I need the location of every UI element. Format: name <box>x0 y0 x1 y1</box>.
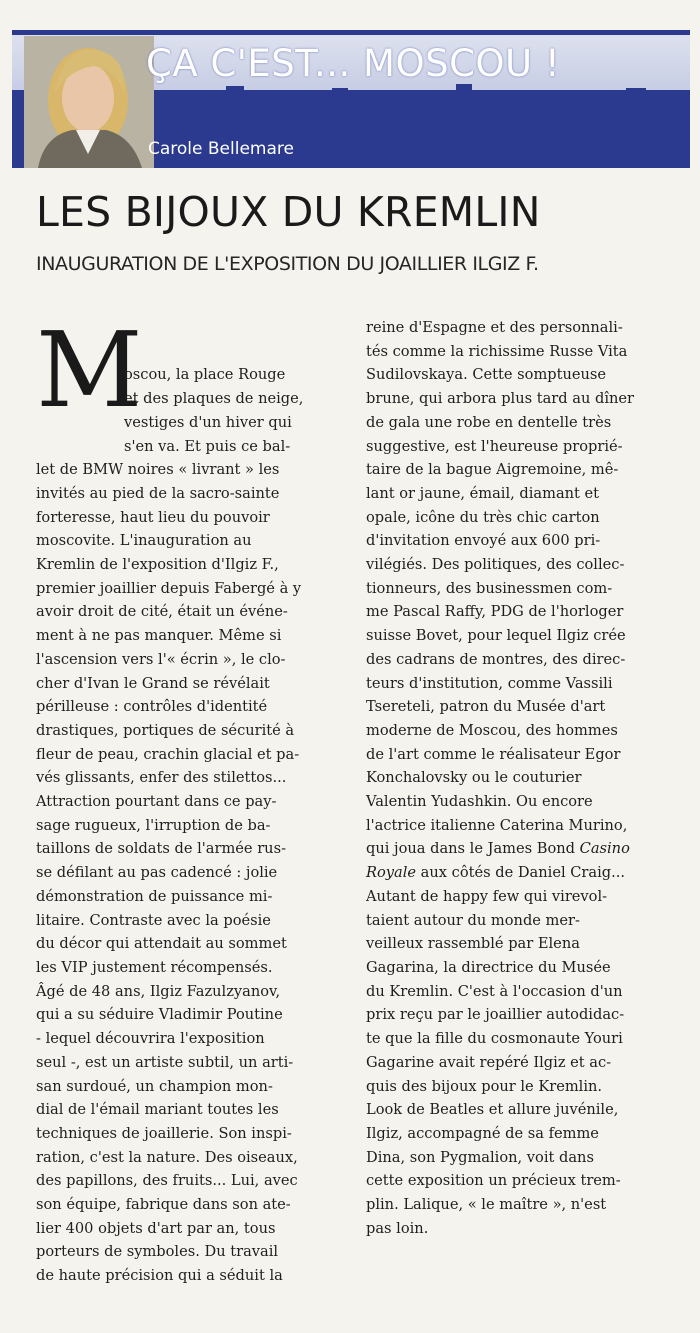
text-line: pas loin. <box>366 1219 429 1237</box>
text-line: brune, qui arbora plus tard au dîner <box>366 390 635 408</box>
text-line: opale, icône du très chic carton <box>366 508 600 526</box>
text-line: quis des bijoux pour le Kremlin. <box>366 1077 603 1095</box>
text-line: Valentin Yudashkin. Ou encore <box>366 793 593 811</box>
text-line: prix reçu par le joaillier autodidac- <box>366 1006 625 1024</box>
text-line: Gagarine avait repéré Ilgiz et ac- <box>366 1053 612 1071</box>
text-line: moderne de Moscou, des hommes <box>366 721 618 739</box>
text-line: Attraction pourtant dans ce pay- <box>36 793 277 811</box>
text-line: Dina, son Pygmalion, voit dans <box>366 1148 594 1166</box>
text-line: techniques de joaillerie. Son inspi- <box>36 1124 292 1142</box>
text-line: ration, c'est la nature. Des oiseaux, <box>36 1148 298 1166</box>
text-line: taient autour du monde mer- <box>366 911 580 929</box>
text-line: san surdoué, un champion mon- <box>36 1077 273 1095</box>
text-line: qui a su séduire Vladimir Poutine <box>36 1006 283 1024</box>
text-line: son équipe, fabrique dans son ate- <box>36 1196 291 1214</box>
text-line: du Kremlin. C'est à l'occasion d'un <box>366 982 623 1000</box>
text-line: l'ascension vers l'« écrin », le clo- <box>36 650 286 668</box>
text-line: les VIP justement récompensés. <box>36 958 273 976</box>
text-line: teurs d'institution, comme Vassili <box>366 674 613 692</box>
body-column-right <box>366 316 674 1240</box>
text-line: seul -, est un artiste subtil, un arti- <box>36 1053 294 1071</box>
text-line: let de BMW noires « livrant » les <box>36 461 280 479</box>
article-subhead: INAUGURATION DE L'EXPOSITION DU JOAILLIER ILGIZ F. <box>36 253 539 275</box>
text-line: premier joaillier depuis Fabergé à y <box>36 579 302 597</box>
text-line: moscovite. L'inauguration au <box>36 532 252 550</box>
text-line: de gala une robe en dentelle très <box>366 413 612 431</box>
text-line: démonstration de puissance mi- <box>36 887 273 905</box>
text-line: qui joua dans le James Bond Casino <box>366 840 630 858</box>
text-line: Konchalovsky ou le couturier <box>366 769 582 787</box>
text-line: fleur de peau, crachin glacial et pa- <box>36 745 300 763</box>
author-portrait <box>24 36 154 168</box>
article-headline: LES BIJOUX DU KREMLIN <box>36 188 541 236</box>
dropcap-indented-lines <box>36 363 341 458</box>
text-line: dial de l'émail mariant toutes les <box>36 1101 279 1119</box>
text-line: vestiges d'un hiver qui <box>124 413 292 431</box>
text-line: me Pascal Raffy, PDG de l'horloger <box>366 603 624 621</box>
text-line: te que la fille du cosmonaute Youri <box>366 1030 623 1048</box>
text-line: suisse Bovet, pour lequel Ilgiz crée <box>366 627 626 645</box>
text-line: Tsereteli, patron du Musée d'art <box>366 698 606 716</box>
left-column-lines <box>36 458 341 1288</box>
text-line: Âgé de 48 ans, Ilgiz Fazulzyanov, <box>36 982 281 1000</box>
text-line: Autant de happy few qui virevol- <box>366 887 608 905</box>
text-line: Look de Beatles et allure juvénile, <box>366 1101 619 1119</box>
text-line: invités au pied de la sacro-sainte <box>36 484 280 502</box>
text-line: des papillons, des fruits... Lui, avec <box>36 1172 298 1190</box>
text-line: plin. Lalique, « le maître », n'est <box>366 1196 607 1214</box>
text-line: lier 400 objets d'art par an, tous <box>36 1219 276 1237</box>
drop-cap: M <box>36 309 143 431</box>
text-line: reine d'Espagne et des personnali- <box>366 319 623 336</box>
text-line: s'en va. Et puis ce bal- <box>124 437 291 455</box>
text-line: lant or jaune, émail, diamant et <box>366 484 600 502</box>
text-line: porteurs de symboles. Du travail <box>36 1243 279 1261</box>
text-line: litaire. Contraste avec la poésie <box>36 911 271 929</box>
text-line: vilégiés. Des politiques, des collec- <box>366 556 625 574</box>
text-line: - lequel découvrira l'exposition <box>36 1030 265 1048</box>
text-line: sage rugueux, l'irruption de ba- <box>36 816 271 834</box>
text-line: taire de la bague Aigremoine, mê- <box>366 461 619 479</box>
text-line: ment à ne pas manquer. Même si <box>36 627 282 645</box>
text-line: taillons de soldats de l'armée rus- <box>36 840 286 858</box>
author-name: Carole Bellemare <box>148 139 294 159</box>
text-line: des cadrans de montres, des direc- <box>366 650 626 668</box>
text-line: suggestive, est l'heureuse proprié- <box>366 437 623 455</box>
text-line: de l'art comme le réalisateur Egor <box>366 745 621 763</box>
text-line: et des plaques de neige, <box>124 390 304 408</box>
body-column-left <box>36 309 341 1288</box>
text-line: cher d'Ivan le Grand se révélait <box>36 674 270 692</box>
text-line: d'invitation envoyé aux 600 pri- <box>366 532 601 550</box>
text-line: Gagarina, la directrice du Musée <box>366 958 611 976</box>
text-line: avoir droit de cité, était un événe- <box>36 603 288 621</box>
text-line: se défilant au pas cadencé : jolie <box>36 864 278 882</box>
text-line: Sudilovskaya. Cette somptueuse <box>366 366 607 384</box>
text-line: périlleuse : contrôles d'identité <box>36 698 268 716</box>
text-line: vés glissants, enfer des stilettos... <box>36 769 287 787</box>
text-line: veilleux rassemblé par Elena <box>366 935 580 953</box>
text-line: l'actrice italienne Caterina Murino, <box>366 816 628 834</box>
text-line: cette exposition un précieux trem- <box>366 1172 621 1190</box>
text-line: forteresse, haut lieu du pouvoir <box>36 508 270 526</box>
text-line: Kremlin de l'exposition d'Ilgiz F., <box>36 556 279 574</box>
text-line: de haute précision qui a séduit la <box>36 1267 283 1285</box>
text-line: tionneurs, des businessmen com- <box>366 579 613 597</box>
text-line: du décor qui attendait au sommet <box>36 935 287 953</box>
text-line: Ilgiz, accompagné de sa femme <box>366 1124 599 1142</box>
text-line: oscou, la place Rouge <box>124 366 286 384</box>
column-title: ÇA C'EST... MOSCOU ! <box>146 42 561 85</box>
text-line: tés comme la richissime Russe Vita <box>366 342 628 360</box>
text-line: drastiques, portiques de sécurité à <box>36 721 295 739</box>
text-line: Royale aux côtés de Daniel Craig... <box>366 864 626 882</box>
